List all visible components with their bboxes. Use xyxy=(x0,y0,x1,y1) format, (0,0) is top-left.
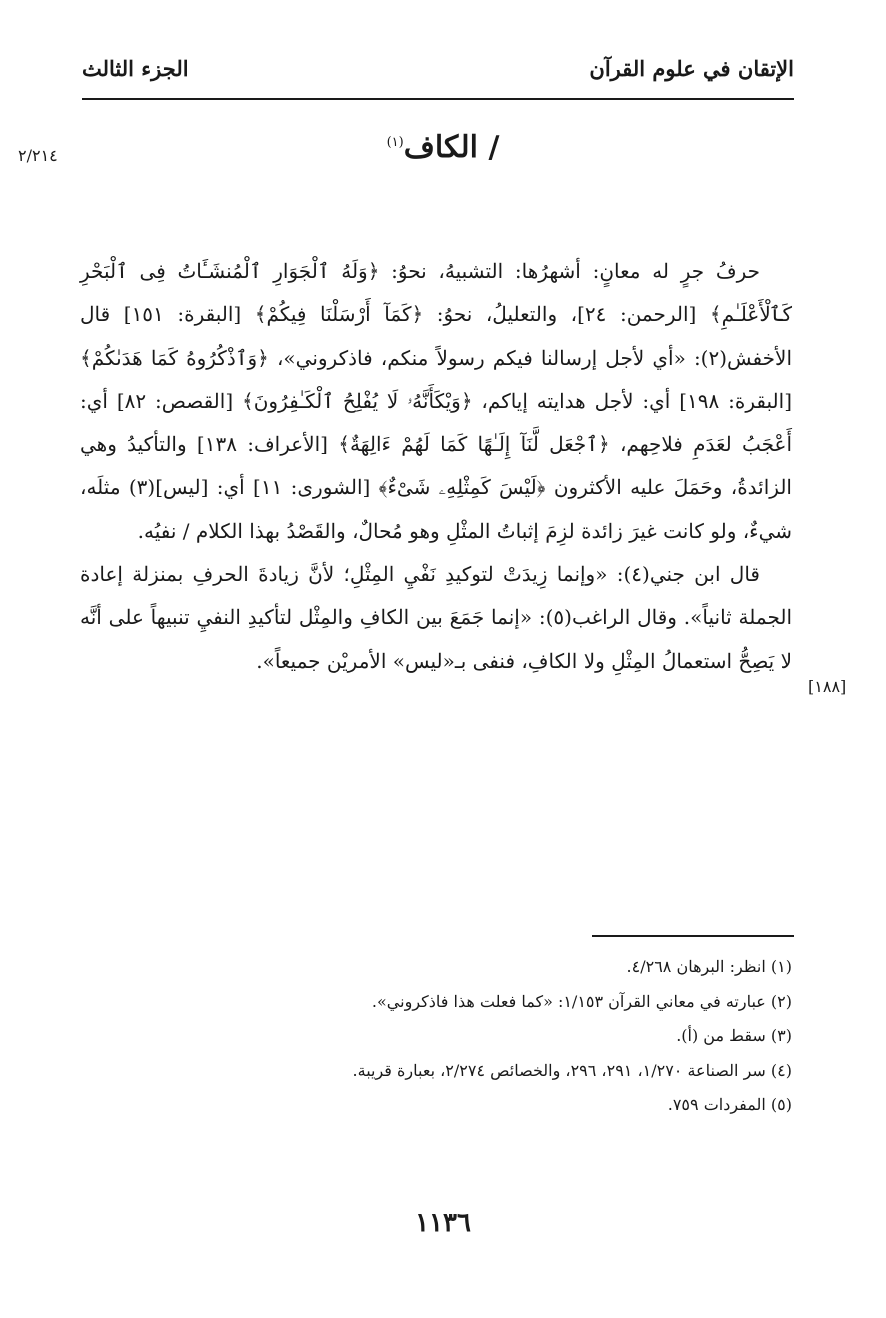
footnote-4: (٤) سر الصناعة ١/٢٧٠، ٢٩١، ٢٩٦، والخصائص ٢/٢٧٤، بعبارة قريبة. xyxy=(352,1060,792,1080)
running-header xyxy=(82,56,794,96)
footnote-1: (١) انظر: البرهان ٤/٢٦٨. xyxy=(626,957,792,976)
footnote-3: (٣) سقط من (أ). xyxy=(676,1026,792,1045)
page-number: ١١٣٦ xyxy=(415,1208,471,1238)
footnotes xyxy=(80,950,792,1123)
manuscript-reference-top: ٢/٢١٤ xyxy=(18,146,58,165)
header-rule xyxy=(82,98,794,100)
paragraph-2: قال ابن جني(٤): «وإنما زِيدَتْ لتوكيدِ نَفْيِ المِثْلِ؛ لأنَّ زيادةَ الحرفِ بمنزلة إعادة الجملة ثانياً». وقال الراغب(٥): «إنما جَمَعَ بين الكافِ والمِثْل لتأكيدِ النفيِ تنبيهاً على أنَّه لا يَصِحُّ استعمالُ المِثْلِ ولا الكافِ، فنفى بـ«ليس» الأمريْن جميعاً». xyxy=(80,562,792,673)
footnote-5: (٥) المفردات ٧٥٩. xyxy=(667,1095,792,1114)
section-title xyxy=(0,130,886,165)
footnote-rule xyxy=(592,935,794,937)
book-title: الإتقان في علوم القرآن xyxy=(589,56,794,81)
body-text xyxy=(80,250,792,683)
section-title-text: / الكاف xyxy=(403,130,500,165)
manuscript-reference-margin: [١٨٨] xyxy=(808,677,847,696)
section-title-footnote-mark: (١) xyxy=(386,135,404,150)
paragraph-1: حرفُ جرٍ له معانٍ: أشهرُها: التشبيهُ، نحوُ: ﴿وَلَهُ ٱلْجَوَارِ ٱلْمُنشَـَٔاتُ فِى ٱلْبَحْرِ كَٱلْأَعْلَـٰمِ﴾ [الرحمن: ٢٤]، والتعليلُ، نحوُ: ﴿كَمَآ أَرْسَلْنَا فِيكُمْ﴾ [البقرة: ١٥١] قال الأخفش(٢): «أي لأجل إرسالنا فيكم رسولاً منكم، فاذكروني»، ﴿وَٱذْكُرُوهُ كَمَا هَدَىٰكُمْ﴾ [البقرة: ١٩٨] أي: لأجل هدايته إياكم، ﴿وَيْكَأَنَّهُۥ لَا يُفْلِحُ ٱلْكَـٰفِرُونَ﴾ [القصص: ٨٢] أي: أَعْجَبُ لعَدَمِ فلاحِهم، ﴿ٱجْعَل لَّنَآ إِلَـٰهًا كَمَا لَهُمْ ءَالِهَةٌ﴾ [الأعراف: ١٣٨] والتأكيدُ وهي الزائدةُ، وحَمَلَ عليه الأكثرون ﴿لَيْسَ كَمِثْلِهِۦ شَىْءٌ﴾ [الشورى: ١١] أي: [ليس](٣) مثلَه، شيءٌ، ولو كانت غيرَ زائدة لزِمَ إثباتُ المثْلِ وهو مُحالٌ، والقَصْدُ بهذا الكلام / نفيُه. xyxy=(80,259,792,543)
footnote-2: (٢) عبارته في معاني القرآن ١/١٥٣: «كما فعلت هذا فاذكروني». xyxy=(371,991,792,1011)
part-title: الجزء الثالث xyxy=(82,56,189,81)
